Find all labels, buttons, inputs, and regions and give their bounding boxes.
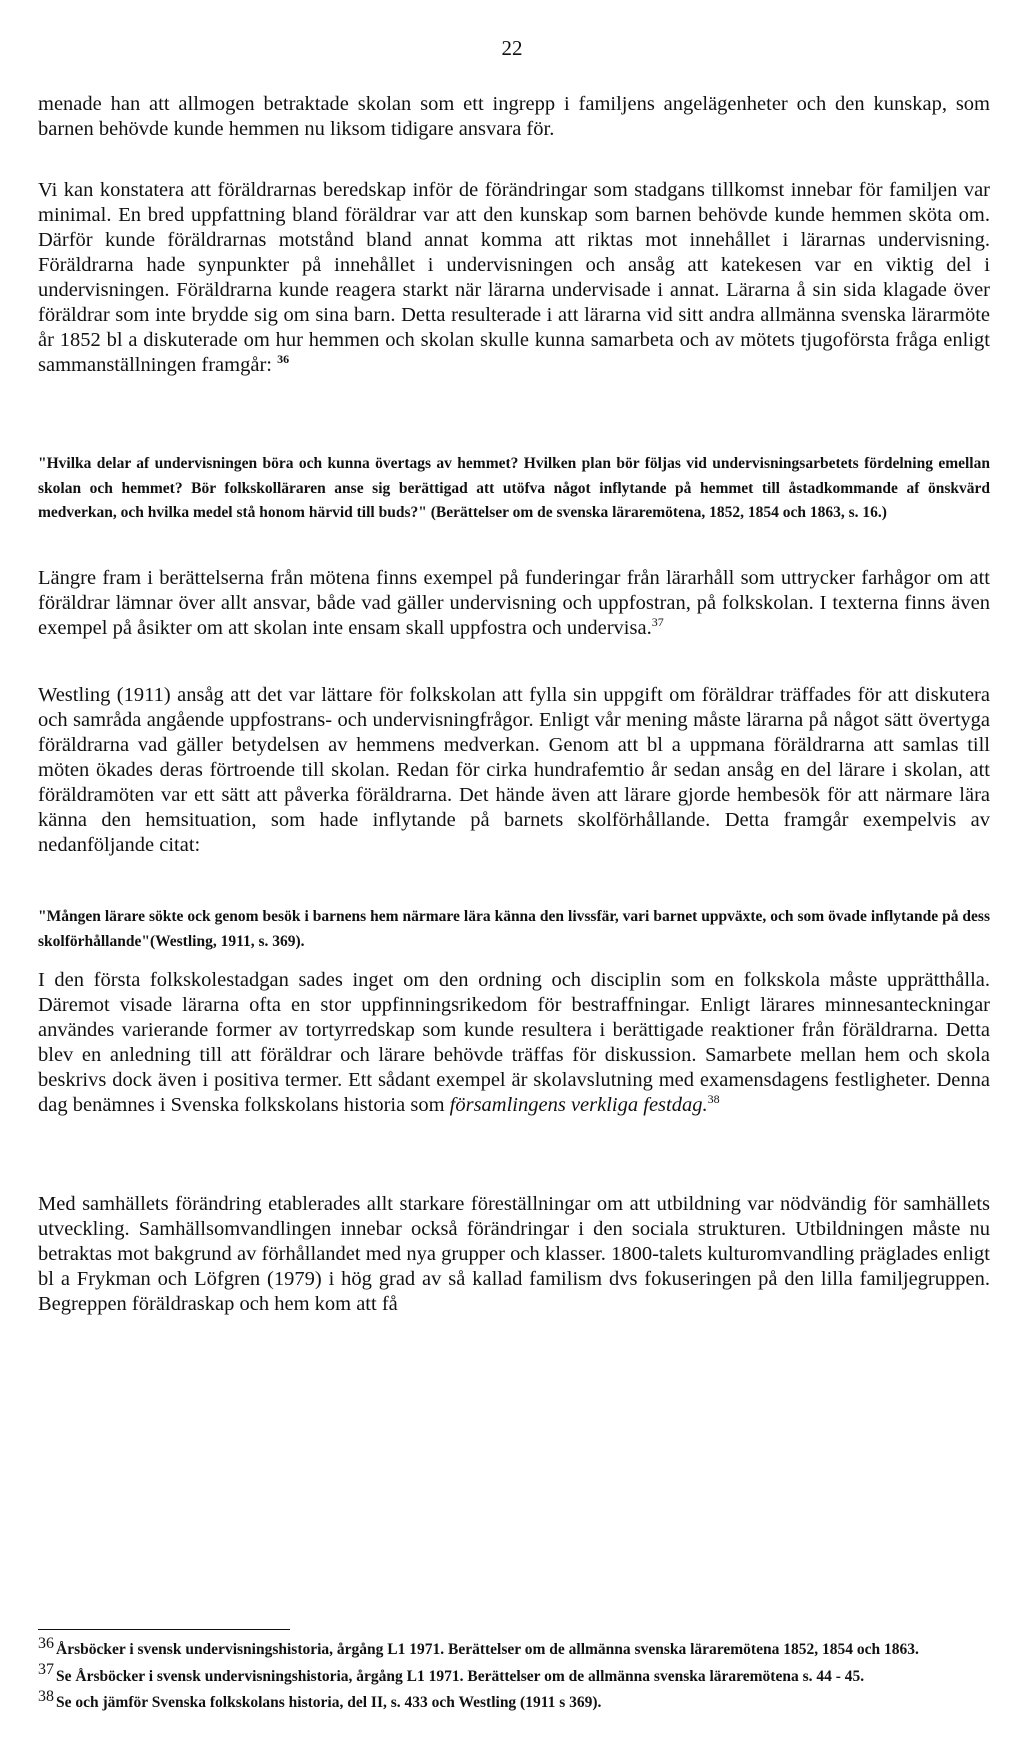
footnote-divider bbox=[38, 1629, 290, 1630]
paragraph-3 bbox=[38, 566, 990, 641]
paragraph-body: Längre fram i berättelserna från mötena finns exempel på funderingar från lärarhåll som uttrycker farhågor om att föräldrar lämnar över allt ansvar, både vad gäller undervisning och uppfostran, på folkskolan. I texterna finns även exempel på åsikter om att skolan inte ensam skall uppfostra och undervisa. bbox=[38, 567, 990, 639]
paragraph-4 bbox=[38, 683, 990, 858]
paragraph-text bbox=[38, 968, 990, 1118]
footnote-mark: 36 bbox=[38, 1634, 54, 1652]
footnote-38 bbox=[38, 1687, 990, 1714]
footnote-text: Se Årsböcker i svensk undervisningshistoria, årgång L1 1971. Berättelser om de allmänna svenska läraremötena s. 44 - 45. bbox=[56, 1667, 865, 1685]
footnote-ref-37: 37 bbox=[651, 615, 664, 630]
paragraph-6 bbox=[38, 1192, 990, 1317]
paragraph-body: Vi kan konstatera att föräldrarnas beredskap inför de förändringar som stadgans tillkomst innebar för familjen var minimal. En bred uppfattning bland föräldrar var att den kunskap som barnen behövde kunde hemmen sköta om. Därför kunde föräldrarnas motstånd bland annat komma att riktas mot innehållet i lärarnas undervisning. Föräldrarna hade synpunkter på innehållet i undervisningen och ansåg att katekesen var en viktig del i undervisningen. Föräldrarna kunde reagera starkt när lärarna undervisade i annat. Lärarna å sin sida klagade över föräldrar som inte brydde sig om sina barn. Detta resulterade i att lärarna vid sitt andra allmänna svenska lärarmöte år 1852 bl a diskuterade om hur hemmen och skolan skulle kunna samarbeta och av mötets tjugoförsta fråga enligt sammanställningen framgår: bbox=[38, 179, 990, 376]
quote-text: "Mången lärare sökte ock genom besök i barnens hem närmare lära känna den livssfär, vari barnet uppväxte, och som övade inflytande på dess skolförhållande"(Westling, 1911, s. 369). bbox=[38, 908, 990, 950]
paragraph-5 bbox=[38, 968, 990, 1118]
paragraph-body: I den första folkskolestadgan sades inget om den ordning och disciplin som en folkskola måste upprätthålla. Däremot visade lärarna ofta en stor uppfinningsrikedom för bestraffningar. Enligt lärares minnesanteckningar användes varierande former av tortyrredskap som kunde resultera i berättigade reaktioner från föräldrarna. Detta blev en anledning till att föräldrar och lärare behövde träffas för diskussion. Samarbete mellan hem och skola beskrivs dock även i positiva termer. Ett sådant exempel är skolavslutning med examensdagens festligheter. Denna dag benämnes i Svenska folkskolans historia som bbox=[38, 969, 990, 1116]
footnote-36 bbox=[38, 1634, 990, 1661]
block-quote-2 bbox=[38, 905, 990, 954]
footnote-mark: 38 bbox=[38, 1687, 54, 1705]
paragraph-text: Med samhällets förändring etablerades allt starkare föreställningar om att utbildning var nödvändig för samhällets utveckling. Samhällsomvandlingen innebar också förändringar i den sociala strukturen. Utbildningen måste nu betraktas mot bakgrund av förhållandet med nya grupper och klasser. 1800-talets kulturomvandling präglades enligt bl a Frykman och Löfgren (1979) i hög grad av så kallad familism dvs fokuseringen på den lilla familjegruppen. Begreppen föräldraskap och hem kom att få bbox=[38, 1193, 990, 1315]
footnote-mark: 37 bbox=[38, 1661, 54, 1679]
footnote-text: Se och jämför Svenska folkskolans historia, del II, s. 433 och Westling (1911 s 369). bbox=[56, 1694, 602, 1711]
paragraph-text bbox=[38, 178, 990, 378]
block-quote-1 bbox=[38, 452, 990, 526]
footnotes bbox=[38, 1634, 990, 1714]
paragraph-1 bbox=[38, 92, 990, 142]
footnote-37 bbox=[38, 1661, 990, 1688]
quote-text: "Hvilka delar af undervisningen böra och kunna övertags av hemmet? Hvilken plan bör följas vid undervisningsarbetets fördelning emellan skolan och hemmet? Bör folkskolläraren anse sig berättigad att utöfva något inflytande på hemmet till åstadkommande af önskvärd medverkan, och hvilka medel stå honom härvid till buds?" (Berättelser om de svenska läraremötena, 1852, 1854 och 1863, s. 16.) bbox=[38, 455, 990, 521]
footnote-ref-36: 36 bbox=[277, 352, 290, 367]
paragraph-text: menade han att allmogen betraktade skolan som ett ingrepp i familjens angelägenheter och den kunskap, som barnen behövde kunde hemmen nu liksom tidigare ansvara för. bbox=[38, 93, 990, 140]
paragraph-2 bbox=[38, 178, 990, 378]
paragraph-text bbox=[38, 566, 990, 641]
paragraph-text: Westling (1911) ansåg att det var lättare för folkskolan att fylla sin uppgift om föräldrar träffades för att diskutera och samråda angående uppfostrans- och undervisningfrågor. Enligt vår mening måste lärarna på något sätt övertyga föräldrarna vad gäller betydelsen av hemmens medverkan. Genom att bl a uppmana föräldrarna att samlas till möten ökades deras förtroende till skolan. Redan för cirka hundrafemtio år sedan ansåg en del lärare i skolan, att föräldramöten var ett sätt att påverka föräldrarna. Det hände även att lärare gjorde hembesök för att närmare lära känna den hemsituation, som hade inflytande på barnets skolförhållande. Detta framgår exempelvis av nedanföljande citat: bbox=[38, 684, 990, 856]
page-number: 22 bbox=[501, 36, 523, 60]
footnote-ref-38: 38 bbox=[707, 1092, 720, 1107]
footnote-text: Årsböcker i svensk undervisningshistoria, årgång L1 1971. Berättelser om de allmänna svenska läraremötena 1852, 1854 och 1863. bbox=[56, 1641, 919, 1658]
italic-title: församlingens verkliga festdag. bbox=[449, 1094, 708, 1116]
